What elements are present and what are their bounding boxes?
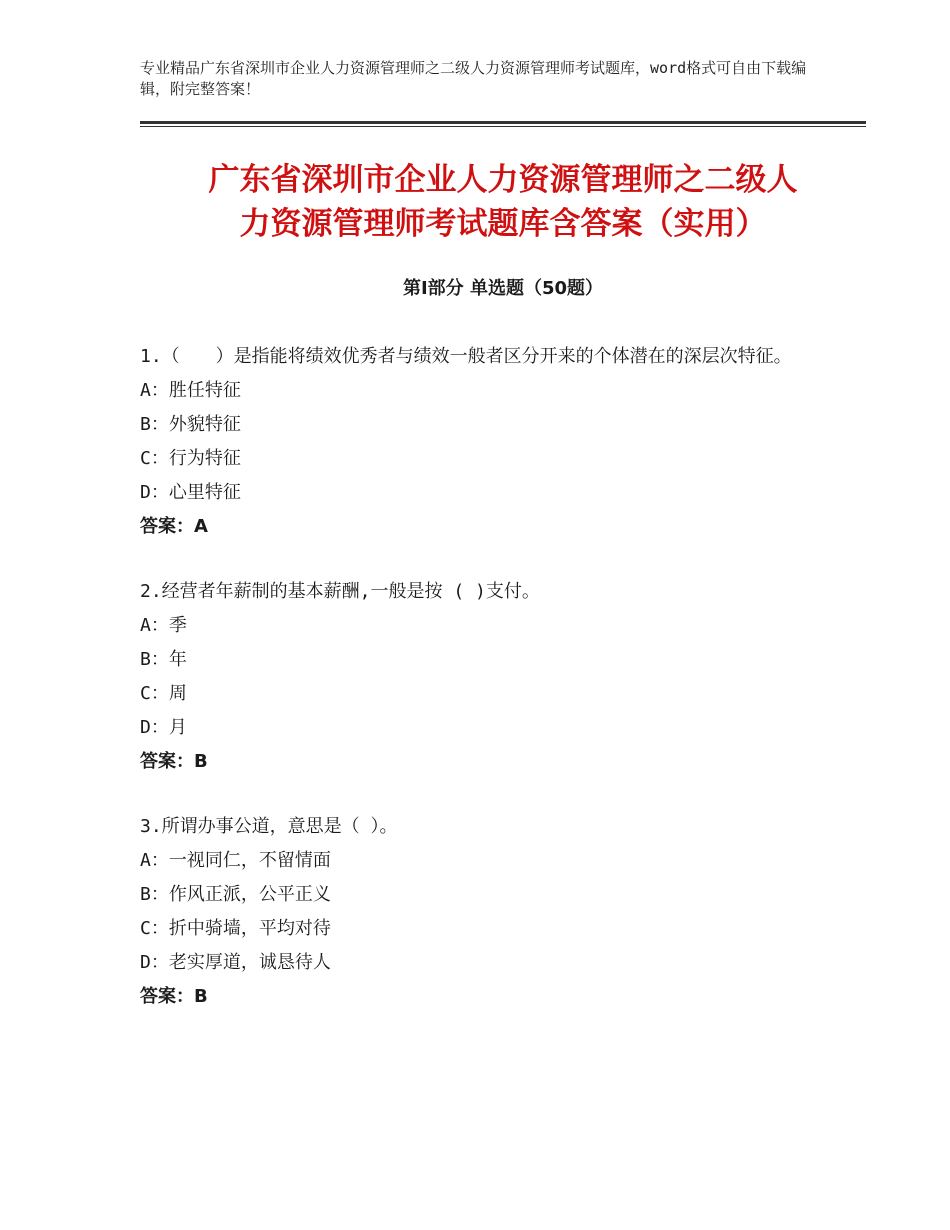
question-stem: 3.所谓办事公道，意思是（ ）。 bbox=[140, 816, 398, 837]
option-b: B：作风正派，公平正义 bbox=[140, 884, 331, 905]
option-c: C：周 bbox=[140, 683, 187, 704]
option-a: A：季 bbox=[140, 615, 187, 636]
option-b: B：年 bbox=[140, 649, 187, 670]
header-note: 专业精品广东省深圳市企业人力资源管理师之二级人力资源管理师考试题库，word格式可自由下载编辑，附完整答案！ bbox=[140, 59, 807, 98]
option-b: B：外貌特征 bbox=[140, 414, 241, 435]
option-d: D：心里特征 bbox=[140, 482, 241, 503]
question-1 bbox=[140, 340, 840, 544]
question-list bbox=[140, 340, 840, 1045]
answer-label: 答案：B bbox=[140, 751, 208, 772]
option-a: A：一视同仁，不留情面 bbox=[140, 850, 331, 871]
option-a: A：胜任特征 bbox=[140, 380, 241, 401]
answer-label: 答案：A bbox=[140, 516, 208, 537]
option-d: D：月 bbox=[140, 717, 187, 738]
option-d: D：老实厚道，诚恳待人 bbox=[140, 952, 331, 973]
title-line-1: 广东省深圳市企业人力资源管理师之二级人 bbox=[208, 162, 798, 198]
document-title bbox=[140, 158, 866, 246]
section-title: 第Ⅰ部分 单选题（50题） bbox=[402, 278, 603, 299]
question-stem: 1.（ ）是指能将绩效优秀者与绩效一般者区分开来的个体潜在的深层次特征。 bbox=[140, 346, 792, 367]
option-c: C：行为特征 bbox=[140, 448, 241, 469]
header-rule-thick bbox=[140, 121, 866, 124]
question-3 bbox=[140, 810, 840, 1014]
option-c: C：折中骑墙，平均对待 bbox=[140, 918, 331, 939]
title-line-2: 力资源管理师考试题库含答案（实用） bbox=[239, 206, 767, 242]
header-rule-thin bbox=[140, 126, 866, 127]
answer-label: 答案：B bbox=[140, 986, 208, 1007]
question-2 bbox=[140, 575, 840, 779]
question-stem: 2.经营者年薪制的基本薪酬,一般是按 ( )支付。 bbox=[140, 581, 540, 602]
